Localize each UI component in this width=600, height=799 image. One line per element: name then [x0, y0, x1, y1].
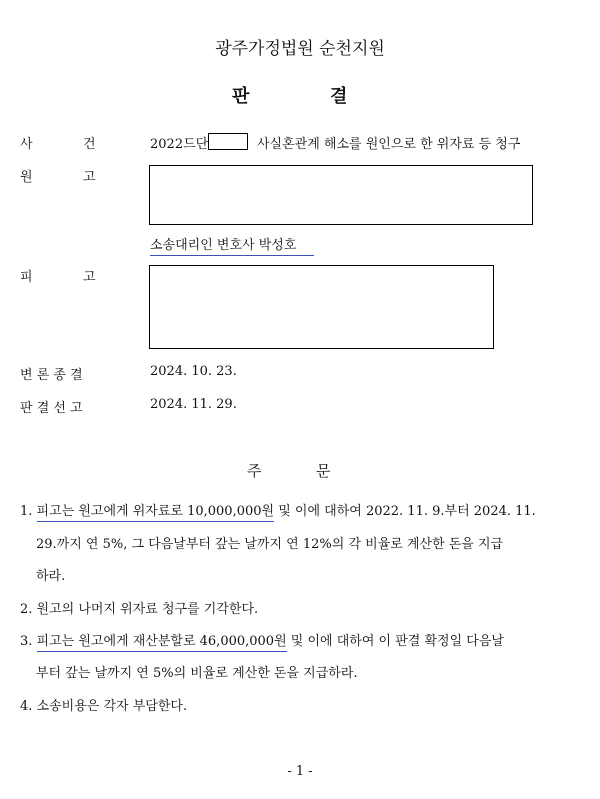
order-item-2-number: 2. — [20, 602, 33, 617]
case-label-2: 건 — [83, 137, 96, 152]
order-item-3-rest: 및 이에 대하여 이 판결 확정일 다음날 — [290, 634, 504, 649]
order-item-1-underlined: 피고는 원고에게 위자료로 10,000,000원 — [37, 504, 275, 522]
order-item-3-number: 3. — [20, 634, 33, 649]
case-description: 사실혼관계 해소를 원인으로 한 위자료 등 청구 — [257, 137, 521, 152]
hearing-end-date: 2024. 10. 23. — [150, 364, 237, 379]
redacted-case-number — [208, 133, 248, 150]
defendant-label-2: 고 — [83, 270, 96, 285]
order-item-4-number: 4. — [20, 699, 33, 714]
plaintiff-representative: 소송대리인 변호사 박성호 — [150, 234, 314, 256]
case-number-prefix: 2022드단 — [150, 137, 209, 152]
order-item-1-number: 1. — [20, 504, 33, 519]
order-item-1-rest: 및 이에 대하여 2022. 11. 9.부터 2024. 11. — [278, 504, 536, 519]
order-item-2 — [20, 598, 258, 617]
hearing-end-label: 변 론 종 결 — [20, 368, 83, 383]
order-item-2-text: 원고의 나머지 위자료 청구를 기각한다. — [36, 602, 259, 617]
order-item-1-line3: 하라. — [36, 569, 66, 584]
title-char-2: 결 — [330, 86, 348, 107]
order-item-3-underlined: 피고는 원고에게 재산분할로 46,000,000원 — [37, 634, 287, 652]
case-label-1: 사 — [20, 137, 33, 152]
order-item-3 — [20, 630, 504, 649]
order-item-4-text: 소송비용은 각자 부담한다. — [36, 699, 188, 714]
defendant-label-1: 피 — [20, 270, 33, 285]
redacted-defendant — [149, 265, 494, 349]
order-item-1-line2: 29.까지 연 5%, 그 다음날부터 갚는 날까지 연 12%의 각 비율로 계산한 돈을 지급 — [36, 537, 504, 552]
order-heading-char-1: 주 — [247, 462, 262, 480]
plaintiff-label-1: 원 — [20, 170, 33, 185]
redacted-plaintiff — [149, 165, 533, 225]
order-item-1 — [20, 500, 536, 519]
plaintiff-label-2: 고 — [83, 170, 96, 185]
order-item-4 — [20, 695, 187, 714]
title-char-1: 판 — [232, 86, 250, 107]
order-item-3-line2: 부터 갚는 날까지 연 5%의 비율로 계산한 돈을 지급하라. — [36, 666, 358, 681]
ruling-label: 판 결 선 고 — [20, 401, 83, 416]
court-name: 광주가정법원 순천지원 — [215, 39, 385, 59]
page-number: - 1 - — [287, 764, 313, 779]
order-heading-char-2: 문 — [316, 462, 331, 480]
ruling-date: 2024. 11. 29. — [150, 397, 237, 412]
